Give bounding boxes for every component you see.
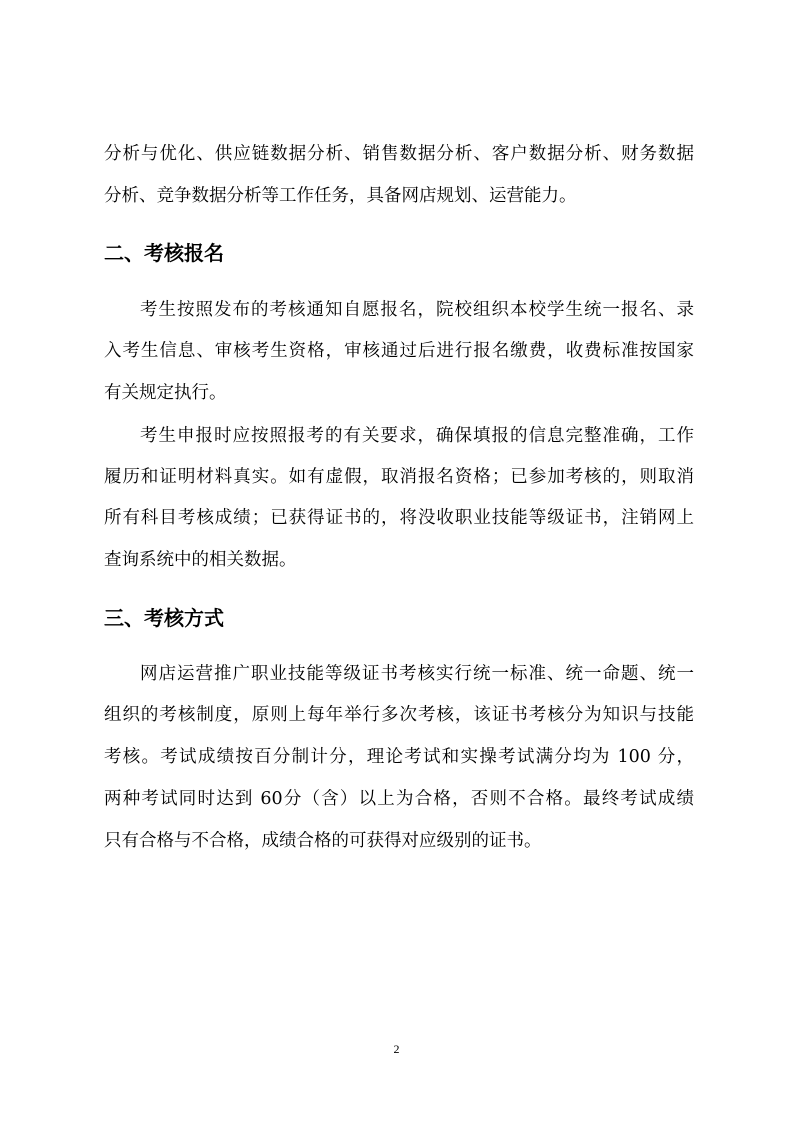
intro-line: 分析与优化、供应链数据分析、销售数据分析、客户数据分析、财务数据 <box>104 144 694 164</box>
paragraph-line: 入考生信息、审核考生资格，审核通过后进行报名缴费，收费标准按国家 <box>104 341 694 361</box>
paragraph-line: 考生按照发布的考核通知自愿报名，院校组织本校学生统一报名、录 <box>140 300 694 320</box>
paragraph-line: 只有合格与不合格，成绩合格的可获得对应级别的证书。 <box>104 831 542 851</box>
paragraph-line: 所有科目考核成绩；已获得证书的，将没收职业技能等级证书，注销网上 <box>104 508 694 528</box>
paragraph-line: 网店运营推广职业技能等级证书考核实行统一标准、统一命题、统一 <box>140 664 694 684</box>
paragraph-line: 考生申报时应按照报考的有关要求，确保填报的信息完整准确，工作 <box>140 426 694 446</box>
paragraph-line: 两种考试同时达到 60分（含）以上为合格，否则不合格。最终考试成绩 <box>104 789 694 809</box>
paragraph-line: 考核。考试成绩按百分制计分，理论考试和实操考试满分均为 100 分， <box>104 747 694 767</box>
intro-line: 分析、竞争数据分析等工作任务，具备网店规划、运营能力。 <box>104 186 577 206</box>
page-number: 2 <box>393 1042 400 1056</box>
paragraph-line: 查询系统中的相关数据。 <box>104 550 297 570</box>
paragraph-line: 履历和证明材料真实。如有虚假，取消报名资格；已参加考核的，则取消 <box>104 467 694 487</box>
section-heading: 二、考核报名 <box>104 241 224 265</box>
section-heading: 三、考核方式 <box>104 606 224 630</box>
paragraph-line: 有关规定执行。 <box>104 383 227 403</box>
paragraph-line: 组织的考核制度，原则上每年举行多次考核，该证书考核分为知识与技能 <box>104 705 694 725</box>
